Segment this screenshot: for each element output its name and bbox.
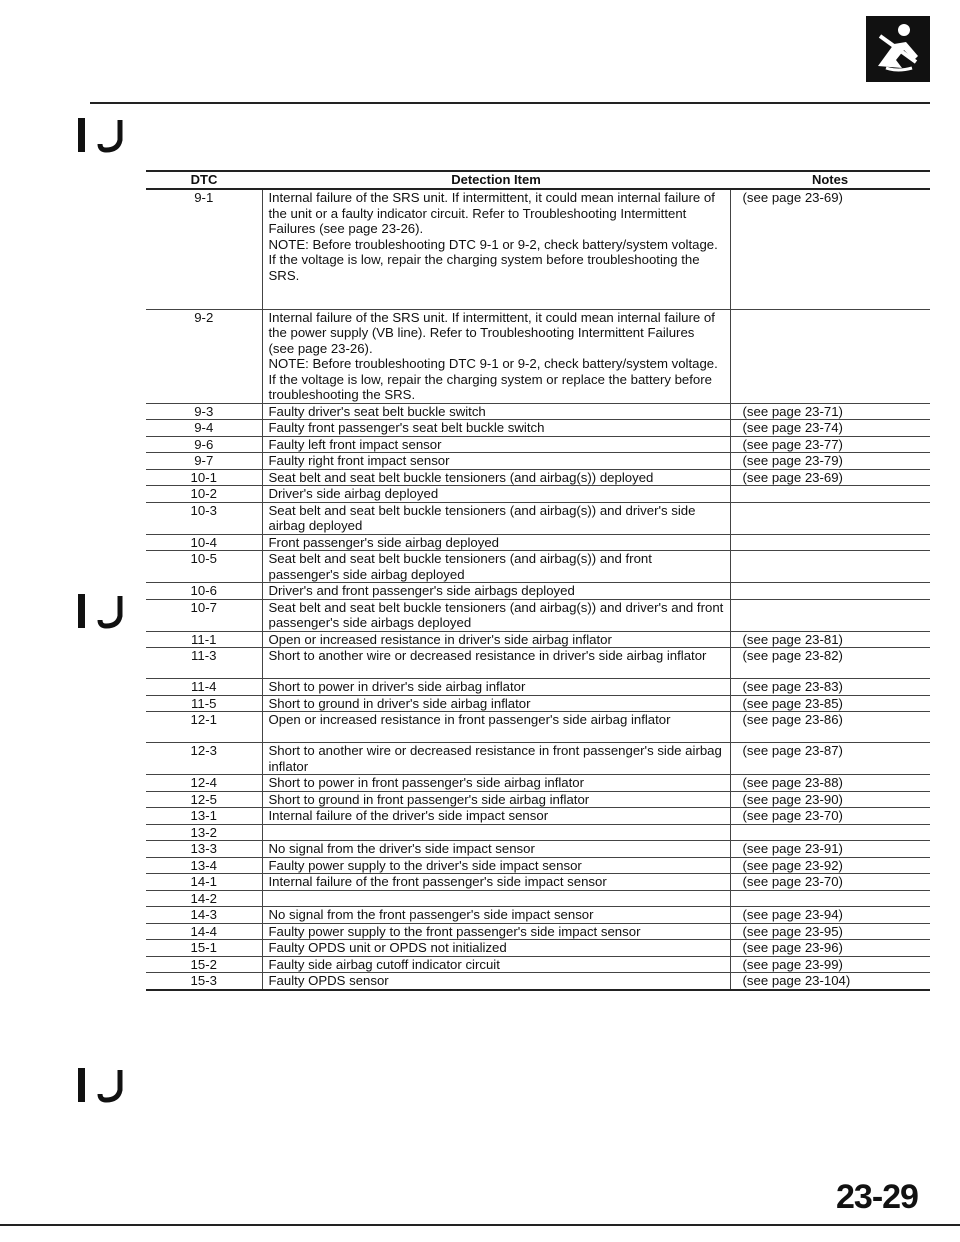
- detection-item: [262, 189, 730, 309]
- notes-reference: (see page 23-70): [730, 808, 930, 825]
- dtc-code: 13-4: [146, 857, 262, 874]
- detection-item: [262, 857, 730, 874]
- dtc-code: 9-7: [146, 453, 262, 470]
- dtc-code: 15-2: [146, 956, 262, 973]
- detection-item-text: Faulty power supply to the front passenger's side impact sensor: [268, 923, 641, 939]
- header-rule: [90, 102, 930, 104]
- detection-item-text: Short to power in front passenger's side airbag inflator: [268, 775, 585, 790]
- table-row: [146, 469, 930, 486]
- table-row: [146, 309, 930, 403]
- detection-item: [262, 874, 730, 891]
- notes-reference: (see page 23-69): [730, 469, 930, 486]
- notes-reference: (see page 23-91): [730, 841, 930, 858]
- table-header-row: [146, 171, 930, 189]
- detection-item-text: Driver's and front passenger's side airbags deployed: [268, 583, 575, 598]
- detection-item: [262, 403, 730, 420]
- dtc-code: 13-3: [146, 841, 262, 858]
- table-row: [146, 712, 930, 743]
- detection-item: [262, 940, 730, 957]
- table-row: [146, 973, 930, 990]
- detection-item-text: Short to power in driver's side airbag inflator: [268, 679, 526, 694]
- detection-item-text: Seat belt and seat belt buckle tensioners (and airbag(s)) and driver's and front passenger's side airbags deployed: [268, 599, 724, 630]
- dtc-code: 12-4: [146, 775, 262, 792]
- table-row: [146, 599, 930, 631]
- detection-item: [262, 534, 730, 551]
- table-row: [146, 808, 930, 825]
- detection-item: [262, 583, 730, 600]
- detection-item: [262, 907, 730, 924]
- dtc-code: 9-6: [146, 436, 262, 453]
- dtc-code: 14-3: [146, 907, 262, 924]
- table-row: [146, 890, 930, 907]
- table-row: [146, 583, 930, 600]
- detection-item: [262, 808, 730, 825]
- detection-item-note: NOTE: Before troubleshooting DTC 9-1 or 9-2, check battery/system voltage. If the voltage is low, repair the charging system or replace the battery before troubleshooting the SRS.: [268, 356, 718, 402]
- detection-item: [262, 923, 730, 940]
- table-row: [146, 403, 930, 420]
- notes-reference: (see page 23-95): [730, 923, 930, 940]
- dtc-code: 10-2: [146, 486, 262, 503]
- notes-reference: [730, 890, 930, 907]
- detection-item-text: Open or increased resistance in front passenger's side airbag inflator: [268, 712, 671, 727]
- detection-item-text: Faulty right front impact sensor: [268, 453, 450, 468]
- notes-reference: [730, 309, 930, 403]
- header-notes: Notes: [730, 171, 930, 189]
- notes-reference: (see page 23-71): [730, 403, 930, 420]
- dtc-code: 10-1: [146, 469, 262, 486]
- notes-reference: [730, 502, 930, 534]
- notes-reference: (see page 23-79): [730, 453, 930, 470]
- notes-reference: [730, 486, 930, 503]
- table-row: [146, 923, 930, 940]
- airbag-seatbelt-icon: [866, 16, 930, 82]
- notes-reference: (see page 23-74): [730, 420, 930, 437]
- dtc-code: 11-3: [146, 648, 262, 679]
- detection-item-text: Seat belt and seat belt buckle tensioners (and airbag(s)) and front passenger's side airbag deployed: [268, 551, 652, 582]
- detection-item-text: Faulty side airbag cutoff indicator circuit: [268, 956, 500, 972]
- detection-item: [262, 824, 730, 841]
- dtc-code: 10-4: [146, 534, 262, 551]
- detection-item: [262, 712, 730, 743]
- dtc-code: 10-7: [146, 599, 262, 631]
- table-body: [146, 189, 930, 990]
- footer-rule: [0, 1224, 960, 1226]
- detection-item-note: NOTE: Before troubleshooting DTC 9-1 or 9-2, check battery/system voltage. If the voltage is low, repair the charging system before troubleshooting the SRS.: [268, 236, 718, 283]
- detection-item-text: Internal failure of the SRS unit. If intermittent, it could mean internal failure of the unit or a faulty indicator circuit. Refer to Troubleshooting Intermittent Failures (see page 23-26).: [268, 190, 715, 236]
- notes-reference: (see page 23-88): [730, 775, 930, 792]
- table-row: [146, 791, 930, 808]
- detection-item-text: Driver's side airbag deployed: [268, 486, 439, 501]
- detection-item-text: Open or increased resistance in driver's side airbag inflator: [268, 631, 612, 647]
- dtc-code: 11-5: [146, 695, 262, 712]
- dtc-code: 10-5: [146, 551, 262, 583]
- dtc-table: [146, 170, 930, 991]
- notes-reference: (see page 23-69): [730, 189, 930, 309]
- detection-item-text: Front passenger's side airbag deployed: [268, 534, 500, 550]
- table-row: [146, 775, 930, 792]
- dtc-code: 14-2: [146, 890, 262, 907]
- detection-item-text: Short to ground in front passenger's side airbag inflator: [268, 791, 590, 807]
- table-row: [146, 631, 930, 648]
- detection-item: [262, 453, 730, 470]
- table-row: [146, 956, 930, 973]
- notes-reference: [730, 551, 930, 583]
- detection-item: [262, 973, 730, 990]
- notes-reference: [730, 534, 930, 551]
- table-row: [146, 679, 930, 696]
- detection-item: [262, 599, 730, 631]
- detection-item: [262, 791, 730, 808]
- dtc-code: 13-1: [146, 808, 262, 825]
- detection-item: [262, 631, 730, 648]
- dtc-code: 9-4: [146, 420, 262, 437]
- detection-item: [262, 956, 730, 973]
- table-row: [146, 453, 930, 470]
- detection-item-text: Internal failure of the SRS unit. If intermittent, it could mean internal failure of the power supply (VB line). Refer to Troubleshooting Intermittent Failures (see page 23-26).: [268, 309, 715, 356]
- table-row: [146, 486, 930, 503]
- detection-item: [262, 679, 730, 696]
- header-detection-item: Detection Item: [262, 171, 730, 189]
- dtc-code: 12-5: [146, 791, 262, 808]
- detection-item: [262, 309, 730, 403]
- dtc-code: 10-3: [146, 502, 262, 534]
- dtc-code: 12-1: [146, 712, 262, 743]
- dtc-code: 11-1: [146, 631, 262, 648]
- detection-item: [262, 469, 730, 486]
- detection-item-text: Faulty front passenger's seat belt buckle switch: [268, 420, 545, 435]
- detection-item-text: Internal failure of the driver's side impact sensor: [268, 808, 549, 823]
- detection-item-text: Faulty OPDS sensor: [268, 973, 389, 988]
- table-row: [146, 695, 930, 712]
- dtc-code: 15-3: [146, 973, 262, 990]
- dtc-code: 9-2: [146, 309, 262, 403]
- dtc-code: 9-1: [146, 189, 262, 309]
- notes-reference: (see page 23-96): [730, 940, 930, 957]
- header-dtc: DTC: [146, 171, 262, 189]
- detection-item-text: No signal from the driver's side impact sensor: [268, 841, 535, 856]
- dtc-code: 14-4: [146, 923, 262, 940]
- detection-item-text: Internal failure of the front passenger's side impact sensor: [268, 874, 607, 889]
- detection-item-text: Seat belt and seat belt buckle tensioners (and airbag(s)) deployed: [268, 469, 654, 485]
- notes-reference: (see page 23-77): [730, 436, 930, 453]
- detection-item: [262, 436, 730, 453]
- detection-item-text: Faulty power supply to the driver's side impact sensor: [268, 857, 582, 873]
- notes-reference: (see page 23-86): [730, 712, 930, 743]
- table-row: [146, 502, 930, 534]
- table-row: [146, 907, 930, 924]
- detection-item: [262, 743, 730, 775]
- notes-reference: (see page 23-99): [730, 956, 930, 973]
- detection-item-text: Faulty OPDS unit or OPDS not initialized: [268, 940, 507, 955]
- dtc-code: 13-2: [146, 824, 262, 841]
- notes-reference: (see page 23-82): [730, 648, 930, 679]
- binding-hook-mark: [78, 118, 128, 154]
- detection-item: [262, 420, 730, 437]
- detection-item-text: Faulty left front impact sensor: [268, 436, 442, 452]
- table-row: [146, 857, 930, 874]
- detection-item: [262, 775, 730, 792]
- notes-reference: (see page 23-94): [730, 907, 930, 924]
- binding-hook-mark: [78, 594, 128, 630]
- detection-item-text: Short to another wire or decreased resistance in driver's side airbag inflator: [268, 648, 707, 663]
- table-row: [146, 940, 930, 957]
- dtc-code: 15-1: [146, 940, 262, 957]
- notes-reference: (see page 23-90): [730, 791, 930, 808]
- table-row: [146, 551, 930, 583]
- detection-item-text: Short to ground in driver's side airbag inflator: [268, 695, 531, 711]
- notes-reference: (see page 23-87): [730, 743, 930, 775]
- detection-item: [262, 890, 730, 907]
- detection-item-text: No signal from the front passenger's side impact sensor: [268, 907, 594, 922]
- detection-item: [262, 502, 730, 534]
- dtc-code: 9-3: [146, 403, 262, 420]
- dtc-code: 12-3: [146, 743, 262, 775]
- notes-reference: (see page 23-85): [730, 695, 930, 712]
- dtc-code: 11-4: [146, 679, 262, 696]
- notes-reference: (see page 23-92): [730, 857, 930, 874]
- table-row: [146, 743, 930, 775]
- table-row: [146, 874, 930, 891]
- detection-item-text: Short to another wire or decreased resistance in front passenger's side airbag inflator: [268, 743, 722, 774]
- notes-reference: [730, 599, 930, 631]
- binding-hook-mark: [78, 1068, 128, 1104]
- notes-reference: (see page 23-104): [730, 973, 930, 990]
- notes-reference: [730, 824, 930, 841]
- page-number: 23-29: [836, 1178, 918, 1216]
- dtc-code: 14-1: [146, 874, 262, 891]
- notes-reference: (see page 23-81): [730, 631, 930, 648]
- detection-item: [262, 551, 730, 583]
- notes-reference: [730, 583, 930, 600]
- table-row: [146, 648, 930, 679]
- detection-item-text: Faulty driver's seat belt buckle switch: [268, 403, 486, 419]
- detection-item: [262, 841, 730, 858]
- table-row: [146, 534, 930, 551]
- detection-item: [262, 695, 730, 712]
- notes-reference: (see page 23-70): [730, 874, 930, 891]
- detection-item: [262, 648, 730, 679]
- detection-item-text: Seat belt and seat belt buckle tensioners (and airbag(s)) and driver's side airbag deployed: [268, 502, 696, 533]
- table-row: [146, 436, 930, 453]
- table-row: [146, 189, 930, 309]
- table-row: [146, 841, 930, 858]
- table-row: [146, 420, 930, 437]
- dtc-code: 10-6: [146, 583, 262, 600]
- detection-item: [262, 486, 730, 503]
- table-row: [146, 824, 930, 841]
- notes-reference: (see page 23-83): [730, 679, 930, 696]
